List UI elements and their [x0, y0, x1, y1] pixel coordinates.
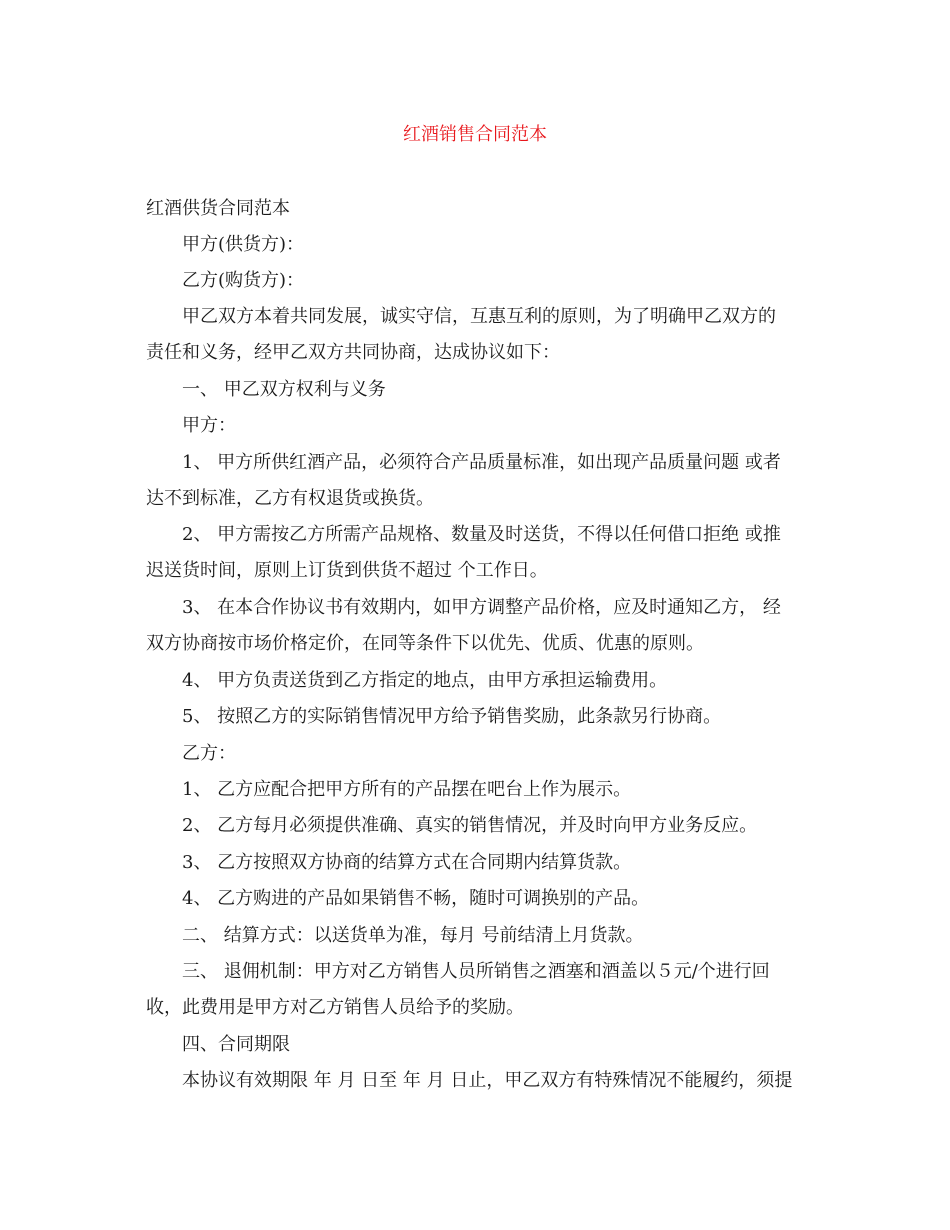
paragraph-line: 2、 乙方每月必须提供准确、真实的销售情况，并及时向甲方业务反应。 [182, 815, 758, 836]
paragraph-line: 4、 乙方购进的产品如果销售不畅，随时可调换别的产品。 [182, 888, 650, 909]
party-heading: 甲方： [182, 415, 236, 436]
paragraph-line: 1、 乙方应配合把甲方所有的产品摆在吧台上作为展示。 [182, 779, 632, 800]
paragraph-line: 双方协商按市场价格定价，在同等条件下以优先、优质、优惠的原则。 [146, 633, 704, 654]
paragraph-line: 达不到标准，乙方有权退货或换货。 [146, 488, 434, 509]
paragraph-line: 3、 乙方按照双方协商的结算方式在合同期内结算货款。 [182, 852, 632, 873]
paragraph-line: 收，此费用是甲方对乙方销售人员给予的奖励。 [146, 997, 524, 1018]
paragraph-line: 1、 甲方所供红酒产品，必须符合产品质量标准，如出现产品质量问题 或者 [182, 452, 781, 473]
paragraph-line: 5、 按照乙方的实际销售情况甲方给予销售奖励，此条款另行协商。 [182, 706, 722, 727]
section-heading: 四、合同期限 [182, 1034, 290, 1055]
paragraph-line: 甲乙双方本着共同发展，诚实守信，互惠互利的原则，为了明确甲乙双方的 [182, 306, 776, 327]
paragraph-line: 责任和义务，经甲乙双方共同协商，达成协议如下： [146, 342, 560, 363]
section-heading: 二、 结算方式：以送货单为准，每月 号前结清上月货款。 [182, 925, 644, 946]
section-heading: 一、 甲乙双方权利与义务 [182, 379, 386, 400]
party-heading: 乙方： [182, 743, 236, 764]
document-title: 红酒销售合同范本 [403, 124, 547, 145]
party-a-line: 甲方(供货方)： [182, 234, 305, 255]
subtitle-line: 红酒供货合同范本 [146, 198, 290, 219]
paragraph-line: 迟送货时间，原则上订货到供货不超过 个工作日。 [146, 560, 548, 581]
party-b-line: 乙方(购货方)： [182, 270, 305, 291]
section-heading: 三、 退佣机制：甲方对乙方销售人员所销售之酒塞和酒盖以５元/个进行回 [182, 961, 770, 982]
paragraph-line: 2、 甲方需按乙方所需产品规格、数量及时送货，不得以任何借口拒绝 或推 [182, 524, 781, 545]
paragraph-line: 本协议有效期限 年 月 日至 年 月 日止，甲乙双方有特殊情况不能履约，须提 [182, 1070, 793, 1091]
paragraph-line: 3、 在本合作协议书有效期内，如甲方调整产品价格，应及时通知乙方， 经 [182, 597, 781, 618]
paragraph-line: 4、 甲方负责送货到乙方指定的地点，由甲方承担运输费用。 [182, 670, 668, 691]
